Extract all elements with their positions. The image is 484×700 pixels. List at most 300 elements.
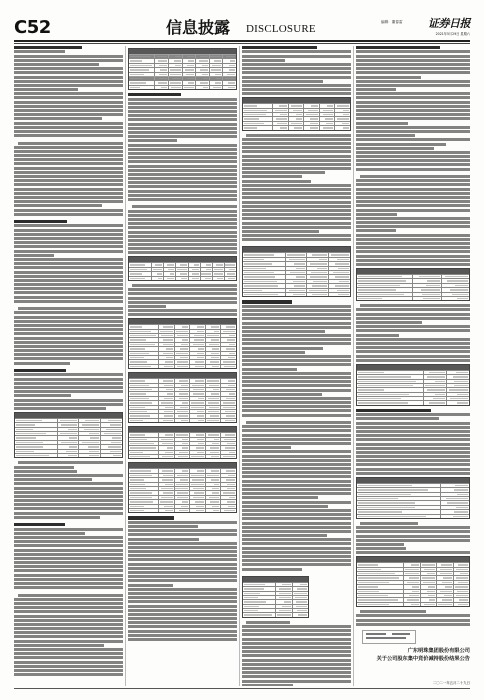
text-line <box>14 549 123 552</box>
table-row <box>129 85 236 89</box>
text-line <box>356 151 470 154</box>
table-row <box>129 337 236 341</box>
text-line <box>128 533 237 536</box>
text-line <box>242 92 351 95</box>
table-row <box>129 413 236 417</box>
table-row <box>129 67 236 71</box>
table-row <box>357 296 469 300</box>
text-line <box>242 629 351 632</box>
table-row <box>129 262 236 266</box>
table-header <box>129 373 236 378</box>
text-line <box>128 165 237 168</box>
text-line <box>18 594 123 597</box>
text-line <box>242 226 351 229</box>
text-line <box>356 209 470 212</box>
table-header <box>357 269 469 274</box>
table-row <box>129 441 236 445</box>
text-line <box>14 213 123 216</box>
data-table <box>128 426 237 459</box>
text-line <box>14 399 123 402</box>
text-line <box>128 521 237 524</box>
text-line <box>356 200 470 203</box>
text-line <box>14 59 123 62</box>
text-line <box>356 539 470 542</box>
text-line <box>356 417 439 420</box>
text-line <box>14 491 123 494</box>
text-line <box>242 663 351 666</box>
text-line <box>242 429 351 432</box>
text-line <box>356 88 396 91</box>
text-line <box>14 353 123 356</box>
seal-stamp-icon <box>362 630 416 644</box>
table-row <box>129 418 236 422</box>
text-line <box>14 615 123 618</box>
text-line <box>356 168 470 171</box>
text-line <box>356 84 470 87</box>
table-row <box>243 108 350 112</box>
table-header <box>243 577 308 582</box>
text-line <box>128 542 237 545</box>
paragraph-gap <box>14 304 123 306</box>
text-line <box>356 350 470 353</box>
text-line <box>356 459 470 462</box>
text-line <box>14 487 123 490</box>
text-line <box>128 156 237 159</box>
text-line <box>242 509 351 512</box>
table-row <box>243 608 308 612</box>
text-line <box>14 113 123 116</box>
text-line <box>242 368 297 371</box>
table-row <box>357 567 469 571</box>
paragraph-gap <box>14 366 123 368</box>
data-table <box>242 576 309 618</box>
text-line <box>356 192 470 195</box>
text-line <box>242 409 351 412</box>
text-line <box>14 126 123 129</box>
text-line <box>128 144 237 147</box>
text-line <box>356 547 406 550</box>
text-line <box>242 167 351 170</box>
text-line <box>14 332 123 335</box>
text-line <box>14 224 123 227</box>
text-line <box>242 192 351 195</box>
data-table <box>128 462 237 513</box>
text-line <box>242 547 351 550</box>
paragraph-gap <box>242 418 351 420</box>
text-line <box>356 321 422 324</box>
text-line <box>14 316 123 319</box>
text-line <box>356 250 470 253</box>
text-line <box>242 55 351 58</box>
table-row <box>357 571 469 575</box>
text-line <box>128 98 237 101</box>
table-row <box>357 580 469 584</box>
text-line <box>242 534 327 537</box>
table-row <box>357 387 469 391</box>
table-row <box>129 508 236 512</box>
table-row <box>129 387 236 391</box>
table-row <box>357 505 469 509</box>
text-line <box>128 297 237 300</box>
text-line <box>242 642 351 645</box>
text-line <box>242 467 351 470</box>
paragraph-gap <box>14 217 123 219</box>
text-line <box>14 544 123 547</box>
text-line <box>14 557 123 560</box>
text-line <box>14 669 123 672</box>
section-title-chinese: 信息披露 <box>166 18 231 37</box>
text-line <box>356 234 470 237</box>
table-row <box>15 453 122 457</box>
text-line <box>242 175 302 178</box>
text-line <box>242 88 351 91</box>
text-line <box>14 656 123 659</box>
text-line <box>356 147 434 150</box>
table-row <box>357 487 469 491</box>
text-line <box>356 422 470 425</box>
text-line <box>356 76 421 79</box>
table-row <box>129 490 236 494</box>
text-line <box>356 551 470 554</box>
text-line <box>128 292 237 295</box>
text-line <box>128 571 237 574</box>
text-line <box>242 313 351 316</box>
text-line <box>128 181 237 184</box>
text-line <box>356 619 470 622</box>
text-line <box>356 221 470 224</box>
text-line <box>242 355 351 358</box>
text-line <box>356 426 470 429</box>
text-line <box>242 217 351 220</box>
text-line <box>14 296 123 299</box>
text-line <box>356 204 470 207</box>
text-line <box>356 143 446 146</box>
text-line <box>128 247 237 250</box>
text-line <box>128 169 237 172</box>
text-line <box>14 474 123 477</box>
text-line <box>128 592 237 595</box>
table-row <box>243 283 350 287</box>
text-line <box>128 123 237 126</box>
text-line <box>356 138 470 141</box>
text-line <box>242 563 351 566</box>
table-row <box>129 355 236 359</box>
text-line <box>356 463 470 466</box>
text-line <box>14 220 67 223</box>
text-line <box>242 201 351 204</box>
text-line <box>242 347 323 350</box>
text-line <box>14 665 123 668</box>
text-line <box>14 204 102 207</box>
text-line <box>128 210 237 213</box>
table-header <box>15 413 122 418</box>
text-line <box>356 238 470 241</box>
text-line <box>356 71 470 74</box>
table-row <box>129 342 236 346</box>
table-row <box>15 440 122 444</box>
text-line <box>360 610 426 613</box>
text-line <box>242 363 351 366</box>
text-line <box>128 135 237 138</box>
newspaper-logo: 证券日报 <box>428 17 470 30</box>
text-line <box>14 578 123 581</box>
table-row <box>357 562 469 566</box>
table-row <box>129 473 236 477</box>
text-line <box>242 334 351 337</box>
paragraph-gap <box>356 172 470 174</box>
text-line <box>14 602 123 605</box>
text-line <box>242 680 351 683</box>
text-line <box>356 468 470 471</box>
text-line <box>242 138 351 141</box>
table-row <box>243 257 350 261</box>
table-row <box>129 405 236 409</box>
table-row <box>129 391 236 395</box>
text-line <box>242 667 351 670</box>
table-row <box>129 499 236 503</box>
text-line <box>128 110 237 113</box>
text-line <box>128 609 237 612</box>
table-row <box>357 283 469 287</box>
table-row <box>357 392 469 396</box>
text-line <box>128 160 237 163</box>
text-line <box>14 250 123 253</box>
table-row <box>129 271 236 275</box>
text-line <box>14 283 123 286</box>
text-line <box>128 194 237 197</box>
text-line <box>14 92 123 95</box>
data-table <box>356 268 470 301</box>
text-line <box>18 142 123 145</box>
text-line <box>14 532 85 535</box>
text-line <box>356 447 470 450</box>
text-line <box>356 313 470 316</box>
text-line <box>242 59 285 62</box>
text-line <box>14 644 104 647</box>
text-line <box>242 146 351 149</box>
text-line <box>128 218 237 221</box>
text-line <box>14 540 123 543</box>
text-line <box>128 288 237 291</box>
text-line <box>242 380 351 383</box>
text-line <box>14 311 123 314</box>
text-line <box>242 372 351 375</box>
text-line <box>242 80 323 83</box>
text-line <box>128 525 198 528</box>
text-line <box>360 304 470 307</box>
text-line <box>246 421 351 424</box>
text-line <box>14 382 123 385</box>
text-line <box>356 342 470 345</box>
text-line <box>128 243 237 246</box>
text-line <box>242 213 351 216</box>
table-row <box>129 396 236 400</box>
text-line <box>14 499 123 502</box>
text-line <box>242 568 302 571</box>
text-line <box>356 434 470 437</box>
text-line <box>356 338 470 341</box>
text-line <box>242 675 351 678</box>
editor-credit: 编辑：董春雷 <box>381 20 403 24</box>
text-line <box>14 241 123 244</box>
text-line <box>356 109 470 112</box>
text-line <box>14 63 99 66</box>
announcement-signature <box>356 630 470 686</box>
text-line <box>14 192 123 195</box>
table-row <box>129 383 236 387</box>
text-line <box>242 646 351 649</box>
table-row <box>129 445 236 449</box>
text-line <box>360 522 418 525</box>
table-row <box>15 444 122 448</box>
text-line <box>14 275 123 278</box>
table-row <box>129 276 236 280</box>
text-line <box>356 179 470 182</box>
table-row <box>243 279 350 283</box>
text-line <box>14 158 123 161</box>
text-line <box>128 114 237 117</box>
text-line <box>128 558 237 561</box>
text-line <box>14 196 123 199</box>
text-line <box>242 471 351 474</box>
data-table <box>128 318 237 369</box>
text-line <box>242 488 351 491</box>
text-line <box>128 118 237 121</box>
text-line <box>14 266 123 269</box>
text-line <box>14 610 123 613</box>
table-row <box>129 486 236 490</box>
text-line <box>14 503 123 506</box>
text-line <box>128 173 237 176</box>
text-line <box>242 322 351 325</box>
text-line <box>242 505 328 508</box>
table-row <box>357 500 469 504</box>
data-table <box>128 372 237 423</box>
text-line <box>14 162 123 165</box>
table-header <box>129 257 236 262</box>
text-line <box>242 234 351 237</box>
table-header <box>243 98 350 103</box>
table-row <box>129 450 236 454</box>
text-line <box>128 309 237 312</box>
text-line <box>128 567 237 570</box>
text-line <box>242 425 351 428</box>
text-line <box>128 563 237 566</box>
text-line <box>242 46 317 49</box>
announcement-date: 二〇二一年五月二十九日 <box>432 681 470 685</box>
text-line <box>128 554 237 557</box>
text-line <box>128 538 199 541</box>
page-number: C52 <box>14 17 51 38</box>
text-line <box>356 413 470 416</box>
text-line <box>14 598 123 601</box>
paragraph-gap <box>242 572 351 574</box>
text-line <box>242 538 351 541</box>
text-line <box>128 235 237 238</box>
text-line <box>242 625 351 628</box>
text-line <box>242 300 292 303</box>
text-line <box>128 630 237 633</box>
table-row <box>357 483 469 487</box>
text-line <box>242 351 305 354</box>
text-line <box>356 329 470 332</box>
text-line <box>14 237 123 240</box>
text-line <box>128 127 237 130</box>
text-line <box>14 512 123 515</box>
table-header <box>129 463 236 468</box>
text-line <box>14 150 123 153</box>
table-row <box>129 324 236 328</box>
text-line <box>14 561 123 564</box>
text-line <box>242 442 351 445</box>
data-table <box>356 477 470 519</box>
table-row <box>357 383 469 387</box>
table-row <box>243 116 350 120</box>
text-line <box>356 334 399 337</box>
text-line <box>14 67 123 70</box>
table-row <box>243 612 308 616</box>
text-line <box>14 357 123 360</box>
text-line <box>14 386 123 389</box>
text-line <box>242 401 351 404</box>
text-line <box>14 619 123 622</box>
text-line <box>356 113 470 116</box>
text-line <box>14 640 123 643</box>
text-line <box>128 584 173 587</box>
text-line <box>356 259 470 262</box>
table-row <box>357 400 469 404</box>
text-line <box>356 105 470 108</box>
text-line <box>14 130 123 133</box>
text-line <box>242 188 351 191</box>
text-line <box>242 522 351 525</box>
text-line <box>242 71 351 74</box>
text-line <box>14 478 92 481</box>
table-row <box>129 364 236 368</box>
text-line <box>14 324 123 327</box>
text-line <box>14 565 123 568</box>
text-line <box>128 600 237 603</box>
text-line <box>356 50 470 53</box>
table-row <box>129 454 236 458</box>
text-line <box>14 378 123 381</box>
text-line <box>242 480 351 483</box>
table-row <box>129 482 236 486</box>
text-line <box>14 516 100 519</box>
text-line <box>246 621 290 624</box>
text-line <box>242 654 351 657</box>
table-header <box>357 365 469 370</box>
text-column-2 <box>128 46 237 686</box>
text-line <box>242 484 351 487</box>
text-line <box>128 148 237 151</box>
text-line <box>246 134 351 137</box>
text-line <box>242 209 351 212</box>
text-line <box>356 183 470 186</box>
text-line <box>14 55 123 58</box>
text-line <box>356 543 404 546</box>
text-line <box>14 200 123 203</box>
table-row <box>129 400 236 404</box>
table-row <box>129 63 236 67</box>
text-line <box>242 67 351 70</box>
text-line <box>14 673 123 676</box>
text-line <box>14 320 123 323</box>
text-line <box>242 317 351 320</box>
table-row <box>243 266 350 270</box>
paragraph-gap <box>14 138 123 140</box>
column-divider <box>125 46 126 686</box>
